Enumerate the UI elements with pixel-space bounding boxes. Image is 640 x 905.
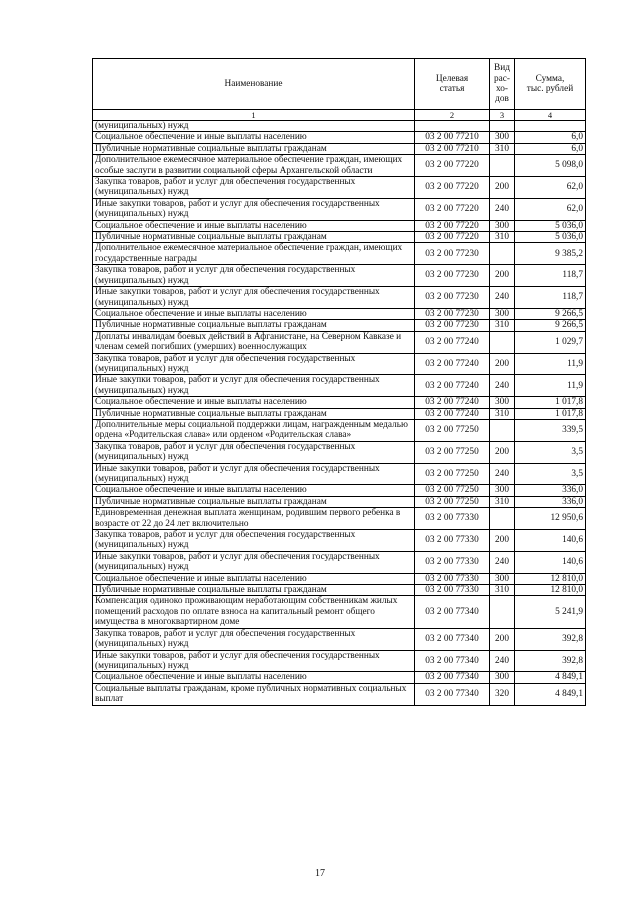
budget-table	[92, 58, 586, 706]
header-target-article	[415, 59, 490, 110]
row-target-article: 03 2 00 77230	[415, 308, 490, 319]
row-expense-type: 310	[490, 585, 515, 596]
row-target-article: 03 2 00 77250	[415, 463, 490, 485]
row-name: Иные закупки товаров, работ и услуг для обеспечения государственных (муниципальных) нужд	[93, 463, 415, 485]
row-name: Публичные нормативные социальные выплаты гражданам	[93, 496, 415, 507]
row-amount: 6,0	[515, 143, 586, 154]
row-name: Иные закупки товаров, работ и услуг для обеспечения государственных (муниципальных) нужд	[93, 551, 415, 573]
row-expense-type: 310	[490, 408, 515, 419]
header-sum-line1: Сумма,	[535, 73, 565, 84]
row-target-article: 03 2 00 77240	[415, 408, 490, 419]
row-name: Иные закупки товаров, работ и услуг для обеспечения государственных (муниципальных) нужд	[93, 198, 415, 220]
table-row	[93, 132, 586, 143]
row-expense-type	[490, 419, 515, 441]
row-target-article: 03 2 00 77340	[415, 650, 490, 672]
row-amount: 392,8	[515, 650, 586, 672]
row-target-article: 03 2 00 77250	[415, 485, 490, 496]
table-row	[93, 551, 586, 573]
row-name: Иные закупки товаров, работ и услуг для обеспечения государственных (муниципальных) нужд	[93, 287, 415, 309]
table-row	[93, 628, 586, 650]
row-expense-type: 200	[490, 628, 515, 650]
row-name: Социальное обеспечение и иные выплаты населению	[93, 397, 415, 408]
row-amount: 11,9	[515, 353, 586, 375]
row-expense-type: 240	[490, 198, 515, 220]
row-target-article: 03 2 00 77220	[415, 220, 490, 231]
row-name: Публичные нормативные социальные выплаты гражданам	[93, 232, 415, 243]
row-name: Закупка товаров, работ и услуг для обеспечения государственных (муниципальных) нужд	[93, 628, 415, 650]
row-name: Компенсация одиноко проживающим неработающим собственникам жилых помещений расходов по оплате взноса на капитальный ремонт общего имущества в многоквартирном доме	[93, 596, 415, 628]
row-amount: 9 266,5	[515, 320, 586, 331]
row-expense-type: 240	[490, 551, 515, 573]
table-row	[93, 155, 586, 177]
row-expense-type: 300	[490, 132, 515, 143]
row-expense-type: 310	[490, 320, 515, 331]
header-expense-type	[490, 59, 515, 110]
row-name: Социальное обеспечение и иные выплаты населению	[93, 132, 415, 143]
row-amount: 5 036,0	[515, 232, 586, 243]
row-target-article: 03 2 00 77220	[415, 232, 490, 243]
table-row	[93, 441, 586, 463]
row-target-article: 03 2 00 77340	[415, 628, 490, 650]
row-expense-type: 200	[490, 353, 515, 375]
table-row	[93, 419, 586, 441]
row-amount: 62,0	[515, 198, 586, 220]
row-amount: 336,0	[515, 496, 586, 507]
row-amount: 1 029,7	[515, 331, 586, 353]
row-target-article: 03 2 00 77250	[415, 419, 490, 441]
row-name: Публичные нормативные социальные выплаты гражданам	[93, 320, 415, 331]
row-name: Закупка товаров, работ и услуг для обеспечения государственных (муниципальных) нужд	[93, 353, 415, 375]
row-target-article: 03 2 00 77330	[415, 551, 490, 573]
row-expense-type: 320	[490, 683, 515, 705]
row-name: Доплаты инвалидам боевых действий в Афганистане, на Северном Кавказе и членам семей погибших (умерших) военнослужащих	[93, 331, 415, 353]
row-name: Закупка товаров, работ и услуг для обеспечения государственных (муниципальных) нужд	[93, 441, 415, 463]
row-expense-type: 310	[490, 232, 515, 243]
header-vid-line4: дов	[495, 94, 509, 105]
table-body	[93, 121, 586, 706]
row-target-article: 03 2 00 77250	[415, 496, 490, 507]
row-amount: 9 266,5	[515, 308, 586, 319]
row-target-article: 03 2 00 77340	[415, 672, 490, 683]
row-name: Иные закупки товаров, работ и услуг для обеспечения государственных (муниципальных) нужд	[93, 375, 415, 397]
table-row	[93, 650, 586, 672]
column-number: 4	[515, 110, 586, 121]
row-name: Публичные нормативные социальные выплаты гражданам	[93, 585, 415, 596]
header-sum-line2: тыс. рублей	[526, 84, 574, 94]
table-row	[93, 243, 586, 265]
row-target-article: 03 2 00 77210	[415, 132, 490, 143]
row-amount: 62,0	[515, 177, 586, 199]
row-amount: 12 810,0	[515, 585, 586, 596]
row-amount: 5 098,0	[515, 155, 586, 177]
row-expense-type: 310	[490, 496, 515, 507]
row-target-article: 03 2 00 77210	[415, 143, 490, 154]
row-expense-type	[490, 243, 515, 265]
table-row	[93, 143, 586, 154]
row-target-article: 03 2 00 77240	[415, 375, 490, 397]
table-row	[93, 121, 586, 132]
header-code-line2: статья	[439, 84, 465, 94]
row-expense-type: 300	[490, 308, 515, 319]
table-header-row	[93, 59, 586, 110]
row-name: Публичные нормативные социальные выплаты гражданам	[93, 143, 415, 154]
table-row	[93, 485, 586, 496]
row-amount: 392,8	[515, 628, 586, 650]
column-number: 2	[415, 110, 490, 121]
table-row	[93, 198, 586, 220]
row-target-article: 03 2 00 77240	[415, 331, 490, 353]
row-amount: 118,7	[515, 287, 586, 309]
row-name: Дополнительное ежемесячное материальное обеспечение граждан, имеющих особые заслуги в развитии социальной сферы Архангельской области	[93, 155, 415, 177]
row-amount: 12 810,0	[515, 573, 586, 584]
row-expense-type: 240	[490, 463, 515, 485]
column-number: 1	[93, 110, 415, 121]
row-name: Закупка товаров, работ и услуг для обеспечения государственных (муниципальных) нужд	[93, 265, 415, 287]
row-name: Закупка товаров, работ и услуг для обеспечения государственных (муниципальных) нужд	[93, 530, 415, 552]
table-row	[93, 530, 586, 552]
row-expense-type: 240	[490, 375, 515, 397]
table-row	[93, 683, 586, 705]
row-amount: 9 385,2	[515, 243, 586, 265]
table-row	[93, 220, 586, 231]
row-name: Дополнительное ежемесячное материальное обеспечение граждан, имеющих государственные награды	[93, 243, 415, 265]
row-expense-type: 300	[490, 220, 515, 231]
row-expense-type: 200	[490, 530, 515, 552]
table-row	[93, 375, 586, 397]
row-expense-type	[490, 596, 515, 628]
table-row	[93, 320, 586, 331]
row-amount: 5 036,0	[515, 220, 586, 231]
row-name: Социальное обеспечение и иные выплаты населению	[93, 672, 415, 683]
row-name: Социальное обеспечение и иные выплаты населению	[93, 220, 415, 231]
row-amount: 4 849,1	[515, 683, 586, 705]
header-name-text: Наименование	[224, 78, 283, 89]
row-target-article: 03 2 00 77330	[415, 585, 490, 596]
table-row	[93, 496, 586, 507]
row-amount: 6,0	[515, 132, 586, 143]
row-expense-type	[490, 508, 515, 530]
row-name: Социальное обеспечение и иные выплаты населению	[93, 573, 415, 584]
row-name: Социальные выплаты гражданам, кроме публичных нормативных социальных выплат	[93, 683, 415, 705]
row-target-article: 03 2 00 77220	[415, 198, 490, 220]
table-row	[93, 585, 586, 596]
row-amount: 140,6	[515, 530, 586, 552]
row-amount: 3,5	[515, 441, 586, 463]
row-target-article	[415, 121, 490, 132]
row-amount: 1 017,8	[515, 397, 586, 408]
table-row	[93, 265, 586, 287]
row-name: Дополнительные меры социальной поддержки лицам, награжденным медалью ордена «Родительская слава» или орденом «Родительская слава»	[93, 419, 415, 441]
row-expense-type: 200	[490, 441, 515, 463]
table-row	[93, 287, 586, 309]
row-name: Иные закупки товаров, работ и услуг для обеспечения государственных (муниципальных) нужд	[93, 650, 415, 672]
header-vid-line1: Вид	[494, 63, 510, 74]
row-target-article: 03 2 00 77330	[415, 508, 490, 530]
row-expense-type: 310	[490, 143, 515, 154]
row-amount: 5 241,9	[515, 596, 586, 628]
header-name	[93, 59, 415, 110]
row-target-article: 03 2 00 77220	[415, 177, 490, 199]
row-amount: 3,5	[515, 463, 586, 485]
row-expense-type: 200	[490, 265, 515, 287]
header-amount	[515, 59, 586, 110]
header-vid-line2: рас-	[494, 73, 510, 84]
header-vid-line3: хо-	[495, 84, 509, 94]
page-number: 17	[315, 868, 325, 879]
table-row	[93, 177, 586, 199]
table-row	[93, 308, 586, 319]
row-amount: 339,5	[515, 419, 586, 441]
row-expense-type	[490, 155, 515, 177]
table-row	[93, 232, 586, 243]
row-expense-type: 300	[490, 672, 515, 683]
row-target-article: 03 2 00 77230	[415, 320, 490, 331]
column-number: 3	[490, 110, 515, 121]
row-name: Публичные нормативные социальные выплаты гражданам	[93, 408, 415, 419]
row-name: Закупка товаров, работ и услуг для обеспечения государственных (муниципальных) нужд	[93, 177, 415, 199]
row-amount: 336,0	[515, 485, 586, 496]
table-row	[93, 397, 586, 408]
row-target-article: 03 2 00 77220	[415, 155, 490, 177]
row-name: Социальное обеспечение и иные выплаты населению	[93, 485, 415, 496]
table-row	[93, 596, 586, 628]
row-target-article: 03 2 00 77240	[415, 397, 490, 408]
table-row	[93, 408, 586, 419]
table-row	[93, 508, 586, 530]
row-name: Единовременная денежная выплата женщинам, родившим первого ребенка в возрасте от 22 до 24 лет включительно	[93, 508, 415, 530]
row-target-article: 03 2 00 77340	[415, 596, 490, 628]
column-number-row	[93, 110, 586, 121]
row-amount: 118,7	[515, 265, 586, 287]
row-target-article: 03 2 00 77330	[415, 573, 490, 584]
row-target-article: 03 2 00 77240	[415, 353, 490, 375]
row-target-article: 03 2 00 77250	[415, 441, 490, 463]
table-row	[93, 672, 586, 683]
row-expense-type: 300	[490, 485, 515, 496]
table-row	[93, 573, 586, 584]
row-target-article: 03 2 00 77230	[415, 243, 490, 265]
row-amount	[515, 121, 586, 132]
table-row	[93, 353, 586, 375]
table-row	[93, 463, 586, 485]
row-expense-type	[490, 331, 515, 353]
row-expense-type: 200	[490, 177, 515, 199]
row-expense-type: 300	[490, 573, 515, 584]
table-row	[93, 331, 586, 353]
row-target-article: 03 2 00 77340	[415, 683, 490, 705]
row-target-article: 03 2 00 77230	[415, 287, 490, 309]
row-expense-type: 300	[490, 397, 515, 408]
row-amount: 140,6	[515, 551, 586, 573]
row-amount: 11,9	[515, 375, 586, 397]
row-expense-type: 240	[490, 287, 515, 309]
row-expense-type	[490, 121, 515, 132]
header-code-line1: Целевая	[435, 73, 469, 84]
row-amount: 12 950,6	[515, 508, 586, 530]
row-target-article: 03 2 00 77330	[415, 530, 490, 552]
row-name: (муниципальных) нужд	[93, 121, 415, 132]
row-expense-type: 240	[490, 650, 515, 672]
row-name: Социальное обеспечение и иные выплаты населению	[93, 308, 415, 319]
row-amount: 4 849,1	[515, 672, 586, 683]
row-target-article: 03 2 00 77230	[415, 265, 490, 287]
row-amount: 1 017,8	[515, 408, 586, 419]
